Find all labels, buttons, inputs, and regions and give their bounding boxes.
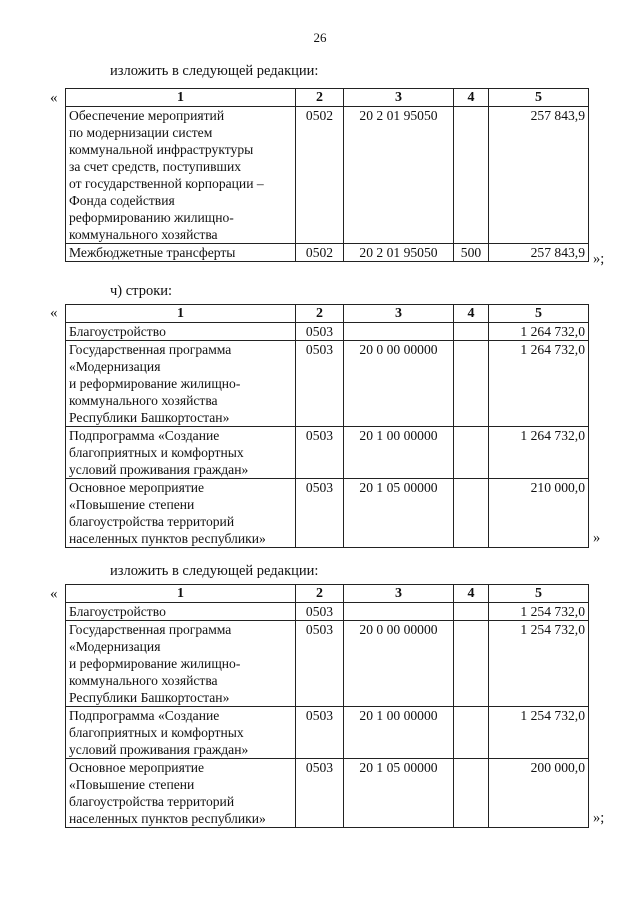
header-col-1: 1 xyxy=(66,585,296,603)
section-code-cell: 0502 xyxy=(296,107,344,244)
row-name-cell xyxy=(66,244,296,262)
expense-type-cell xyxy=(454,479,489,548)
row-name-line: Республики Башкортостан» xyxy=(69,410,230,425)
row-name-line: «Модернизация xyxy=(69,359,161,374)
header-col-5: 5 xyxy=(489,305,589,323)
header-col-4: 4 xyxy=(454,305,489,323)
header-col-3: 3 xyxy=(344,585,454,603)
amendment-table-3 xyxy=(65,584,589,828)
header-col-1: 1 xyxy=(66,89,296,107)
intro-text-1: изложить в следующей редакции: xyxy=(110,63,319,79)
amount-cell: 1 264 732,0 xyxy=(489,341,589,427)
row-name-line: условий проживания граждан» xyxy=(69,462,249,477)
row-name-line: благоустройства территорий xyxy=(69,514,235,529)
page-number: 26 xyxy=(313,30,327,45)
row-name-line: Республики Башкортостан» xyxy=(69,690,230,705)
row-name-line: населенных пунктов республики» xyxy=(69,811,266,826)
amendment-table-2 xyxy=(65,304,589,548)
amendment-table-1 xyxy=(65,88,589,262)
section-code-cell: 0503 xyxy=(296,603,344,621)
target-code-cell xyxy=(344,603,454,621)
table-header-row xyxy=(66,305,589,323)
expense-type-cell xyxy=(454,323,489,341)
amount-cell: 1 254 732,0 xyxy=(489,621,589,707)
row-name-cell xyxy=(66,759,296,828)
row-name-line: по модернизации систем xyxy=(69,125,213,140)
expense-type-cell xyxy=(454,707,489,759)
section-code-cell: 0503 xyxy=(296,479,344,548)
row-name-line: за счет средств, поступивших xyxy=(69,159,242,174)
row-name-line: и реформирование жилищно- xyxy=(69,656,241,671)
row-name-line: Основное мероприятие xyxy=(69,760,205,775)
row-name-line: и реформирование жилищно- xyxy=(69,376,241,391)
row-name-cell xyxy=(66,479,296,548)
section-code-cell: 0503 xyxy=(296,341,344,427)
row-name-line: коммунального хозяйства xyxy=(69,673,218,688)
row-name-line: коммунального хозяйства xyxy=(69,393,218,408)
open-quote-3: « xyxy=(50,586,58,602)
target-code-cell: 20 1 00 00000 xyxy=(344,707,454,759)
table-row xyxy=(66,707,589,759)
table-row xyxy=(66,323,589,341)
target-code-cell: 20 0 00 00000 xyxy=(344,341,454,427)
open-quote-1: « xyxy=(50,90,58,106)
close-quote-3: »; xyxy=(593,810,605,826)
section-code-cell: 0503 xyxy=(296,759,344,828)
table-row xyxy=(66,479,589,548)
row-name-line: условий проживания граждан» xyxy=(69,742,249,757)
row-name-line: благоустройства территорий xyxy=(69,794,235,809)
target-code-cell: 20 1 05 00000 xyxy=(344,759,454,828)
expense-type-cell: 500 xyxy=(454,244,489,262)
amount-cell: 257 843,9 xyxy=(489,107,589,244)
row-name-line: Подпрограмма «Создание xyxy=(69,708,220,723)
row-name-line: «Модернизация xyxy=(69,639,161,654)
row-name-line: Фонда содействия xyxy=(69,193,175,208)
expense-type-cell xyxy=(454,621,489,707)
target-code-cell: 20 2 01 95050 xyxy=(344,244,454,262)
amount-cell: 1 264 732,0 xyxy=(489,323,589,341)
table-row xyxy=(66,107,589,244)
row-name-cell xyxy=(66,707,296,759)
table-header-row xyxy=(66,585,589,603)
row-name-line: Благоустройство xyxy=(69,604,166,619)
row-name-line: от государственной корпорации – xyxy=(69,176,264,191)
row-name-cell xyxy=(66,427,296,479)
row-name-line: населенных пунктов республики» xyxy=(69,531,266,546)
header-col-3: 3 xyxy=(344,89,454,107)
header-col-4: 4 xyxy=(454,585,489,603)
expense-type-cell xyxy=(454,427,489,479)
expense-type-cell xyxy=(454,603,489,621)
row-name-line: Государственная программа xyxy=(69,622,232,637)
amount-cell: 210 000,0 xyxy=(489,479,589,548)
row-name-line: Благоустройство xyxy=(69,324,166,339)
header-col-2: 2 xyxy=(296,585,344,603)
table-row xyxy=(66,427,589,479)
header-col-2: 2 xyxy=(296,89,344,107)
row-name-line: «Повышение степени xyxy=(69,497,195,512)
amount-cell: 1 254 732,0 xyxy=(489,707,589,759)
row-name-line: Обеспечение мероприятий xyxy=(69,108,225,123)
header-col-2: 2 xyxy=(296,305,344,323)
section-label: ч) строки: xyxy=(110,283,173,299)
header-col-4: 4 xyxy=(454,89,489,107)
row-name-line: Подпрограмма «Создание xyxy=(69,428,220,443)
row-name-line: благоприятных и комфортных xyxy=(69,445,244,460)
table-row xyxy=(66,244,589,262)
section-code-cell: 0503 xyxy=(296,707,344,759)
target-code-cell: 20 2 01 95050 xyxy=(344,107,454,244)
row-name-cell xyxy=(66,107,296,244)
close-quote-2: » xyxy=(593,530,601,546)
expense-type-cell xyxy=(454,107,489,244)
row-name-line: Межбюджетные трансферты xyxy=(69,245,236,260)
row-name-cell xyxy=(66,341,296,427)
target-code-cell xyxy=(344,323,454,341)
row-name-line: Государственная программа xyxy=(69,342,232,357)
target-code-cell: 20 0 00 00000 xyxy=(344,621,454,707)
amount-cell: 1 264 732,0 xyxy=(489,427,589,479)
row-name-line: «Повышение степени xyxy=(69,777,195,792)
header-col-1: 1 xyxy=(66,305,296,323)
section-code-cell: 0503 xyxy=(296,427,344,479)
table-row xyxy=(66,759,589,828)
table-row xyxy=(66,603,589,621)
row-name-line: Основное мероприятие xyxy=(69,480,205,495)
intro-text-2: изложить в следующей редакции: xyxy=(110,563,319,579)
row-name-cell xyxy=(66,603,296,621)
row-name-cell xyxy=(66,621,296,707)
table-row xyxy=(66,621,589,707)
section-code-cell: 0503 xyxy=(296,323,344,341)
header-col-3: 3 xyxy=(344,305,454,323)
close-quote-1: »; xyxy=(593,251,605,267)
row-name-line: реформированию жилищно- xyxy=(69,210,234,225)
row-name-line: благоприятных и комфортных xyxy=(69,725,244,740)
target-code-cell: 20 1 00 00000 xyxy=(344,427,454,479)
open-quote-2: « xyxy=(50,305,58,321)
row-name-line: коммунального хозяйства xyxy=(69,227,218,242)
row-name-cell xyxy=(66,323,296,341)
amount-cell: 1 254 732,0 xyxy=(489,603,589,621)
section-code-cell: 0503 xyxy=(296,621,344,707)
expense-type-cell xyxy=(454,341,489,427)
target-code-cell: 20 1 05 00000 xyxy=(344,479,454,548)
row-name-line: коммунальной инфраструктуры xyxy=(69,142,254,157)
amount-cell: 257 843,9 xyxy=(489,244,589,262)
header-col-5: 5 xyxy=(489,585,589,603)
header-col-5: 5 xyxy=(489,89,589,107)
amount-cell: 200 000,0 xyxy=(489,759,589,828)
table-header-row xyxy=(66,89,589,107)
table-row xyxy=(66,341,589,427)
section-code-cell: 0502 xyxy=(296,244,344,262)
expense-type-cell xyxy=(454,759,489,828)
